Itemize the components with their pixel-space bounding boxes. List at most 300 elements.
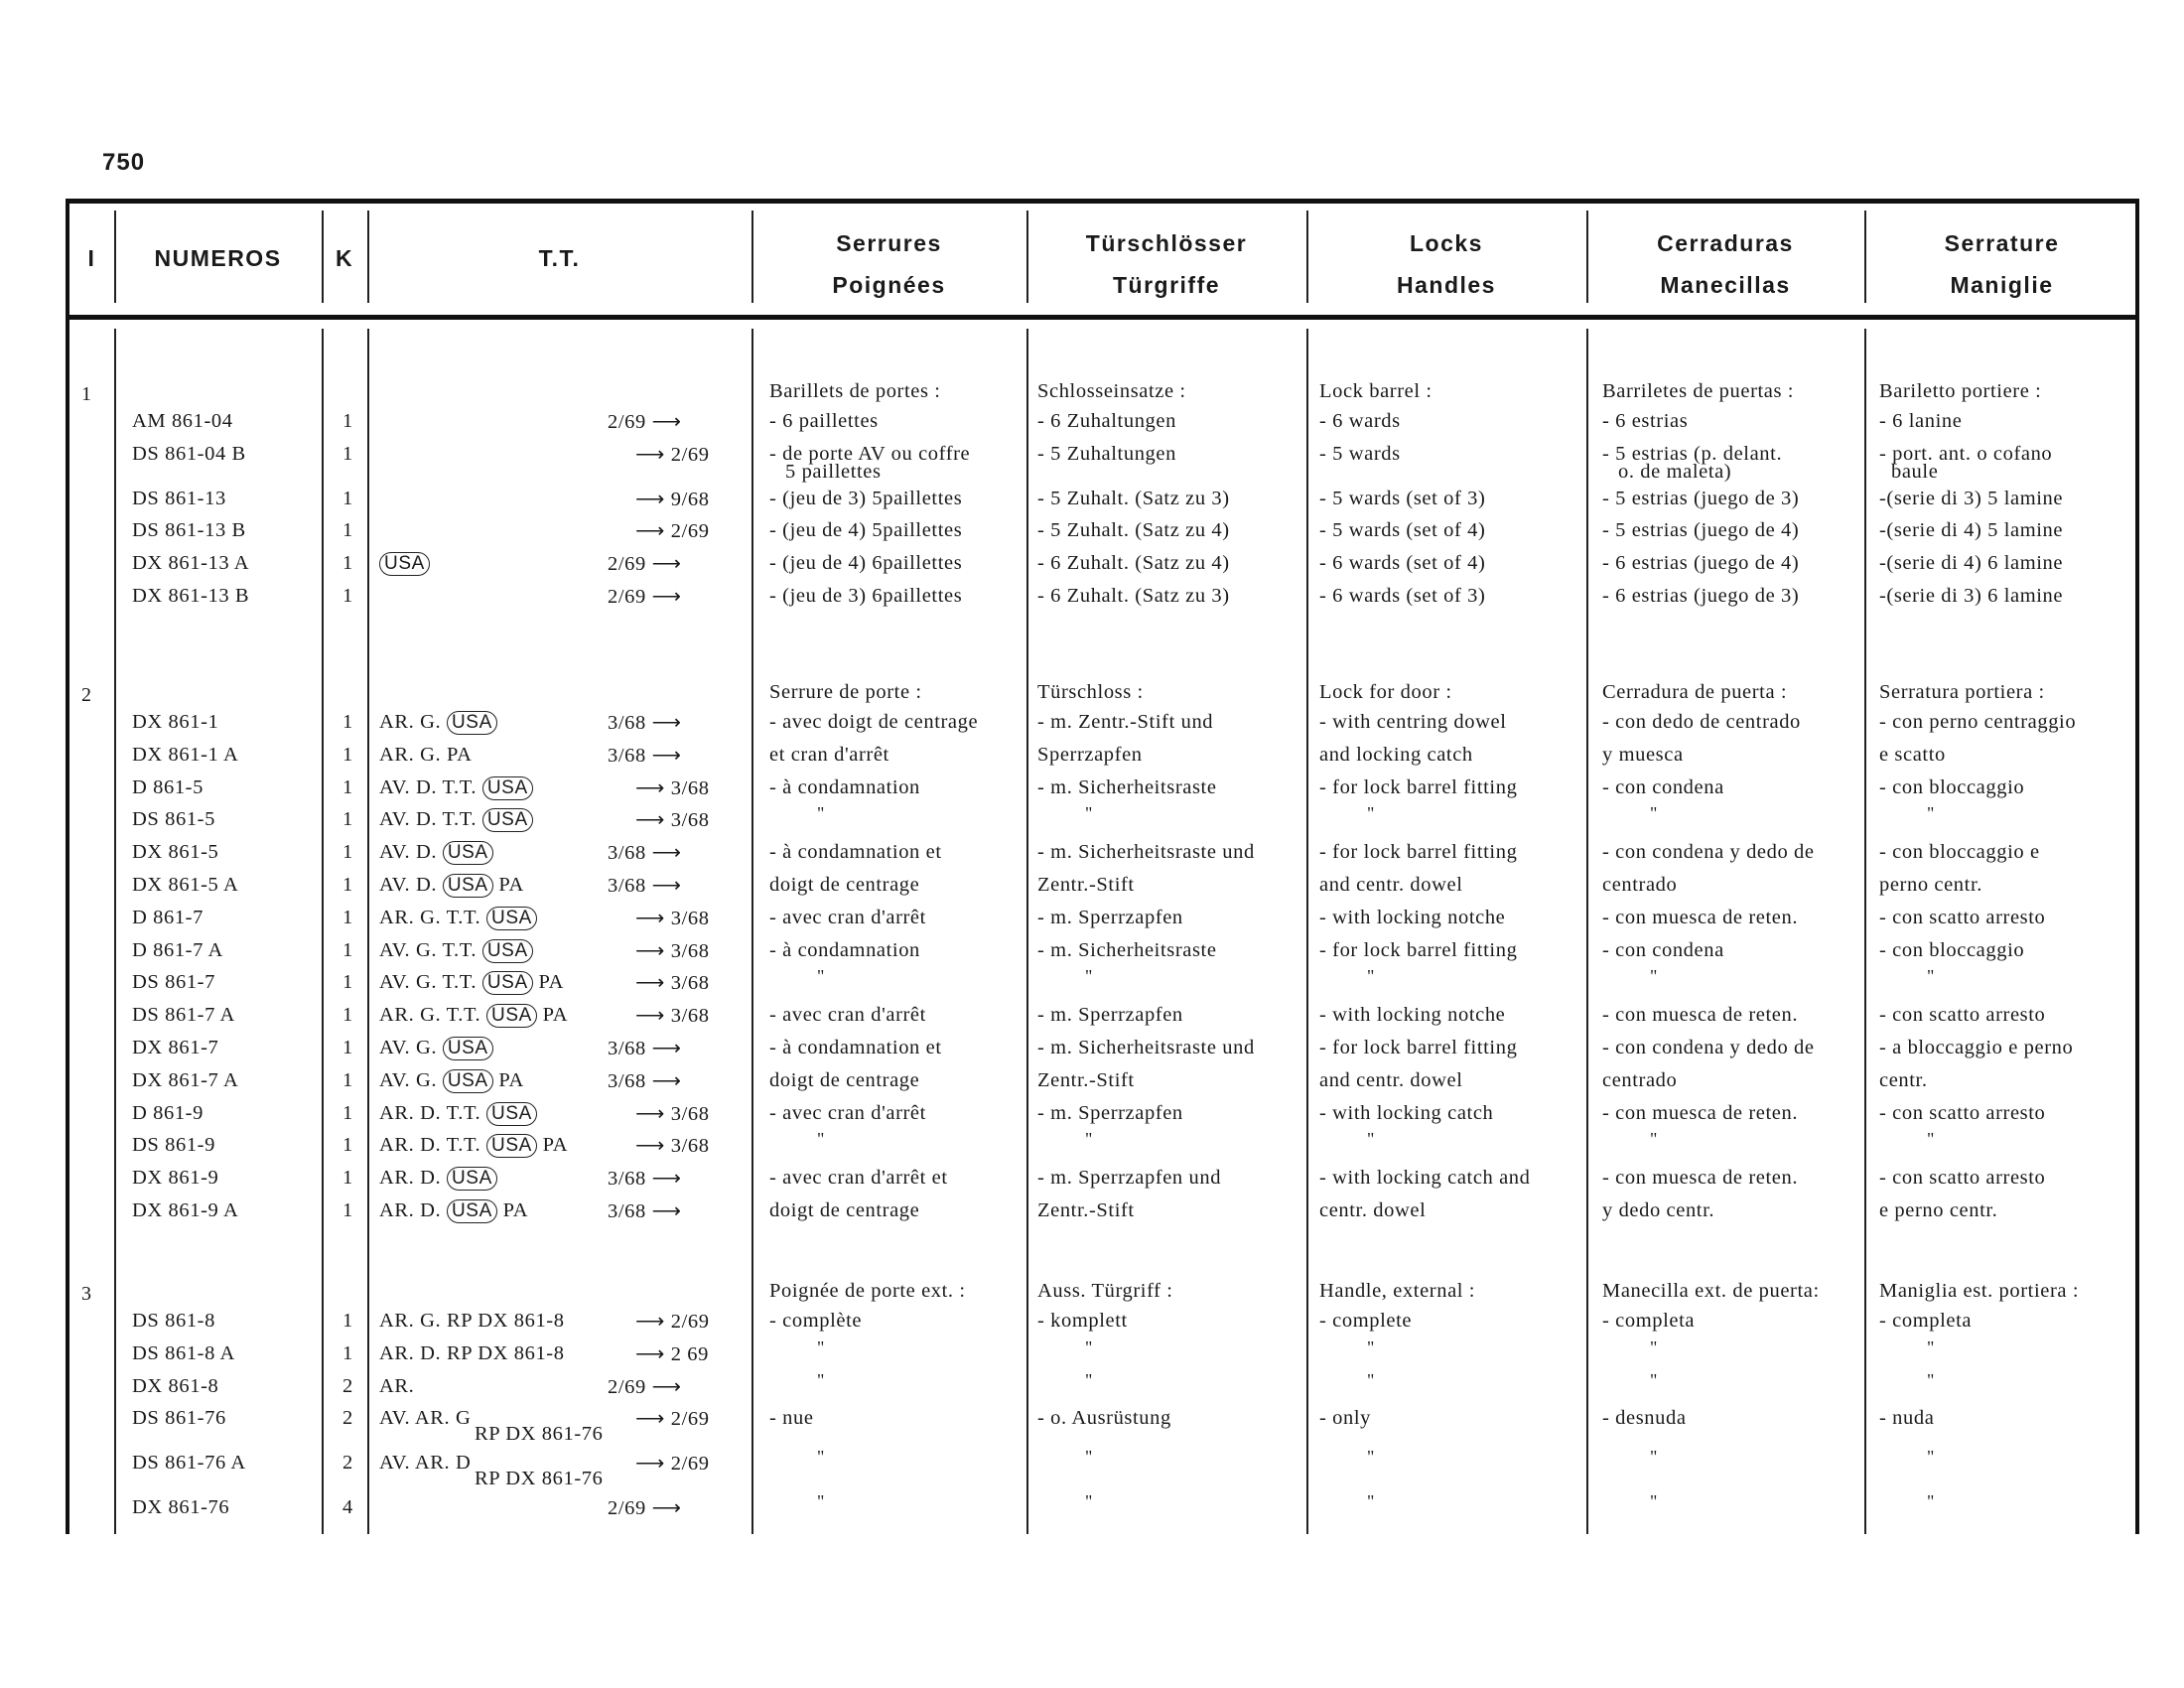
part-number: DS 861-8 [132, 1310, 215, 1332]
description-en: - for lock barrel fitting [1319, 841, 1518, 864]
quantity-k: 1 [342, 1068, 353, 1091]
part-number: DX 861-1 A [132, 743, 239, 766]
tt-position: AV. AR. G [379, 1407, 472, 1430]
ditto-mark: " [817, 1369, 825, 1390]
description-es: - 6 estrias (juego de 4) [1602, 552, 1800, 575]
section-title-en: Handle, external : [1319, 1280, 1476, 1302]
arrow-right-icon: ⟶ [635, 488, 671, 510]
tt-date-value: 2/69 [670, 443, 710, 466]
header-index: I [87, 245, 96, 271]
description-it: -(serie di 3) 5 lamine [1879, 487, 2064, 509]
arrow-right-icon: ⟶ [645, 586, 682, 608]
ditto-mark: " [1927, 966, 1935, 987]
tt-date [608, 710, 682, 735]
tt-position: AR. D. [379, 1199, 447, 1221]
quantity-k: 1 [342, 1199, 353, 1221]
description-en: - with centring dowel [1319, 711, 1507, 733]
description-de: - 6 Zuhalt. (Satz zu 4) [1037, 552, 1230, 575]
ditto-mark: " [817, 1491, 825, 1511]
header-it-line: Maniglie [1950, 272, 2054, 298]
description-en: and centr. dowel [1319, 1068, 1463, 1091]
tt-suffix: PA [532, 971, 564, 994]
quantity-k: 1 [342, 552, 353, 575]
column-divider [1026, 329, 1028, 1534]
ditto-mark: " [1367, 803, 1375, 824]
description-es: - 5 estrias (juego de 3) [1602, 487, 1800, 509]
description-fr: - nue [769, 1407, 814, 1430]
usa-badge: USA [486, 1134, 537, 1158]
section-title-en: Lock for door : [1319, 681, 1452, 703]
quantity-k: 1 [342, 906, 353, 928]
table-right-rule [2135, 199, 2139, 1534]
arrow-right-icon: ⟶ [635, 972, 671, 995]
description-es: - 6 estrias [1602, 410, 1689, 432]
tt-cell [379, 873, 524, 898]
column-divider [1586, 329, 1588, 1534]
tt-reference: RP DX 861-76 [475, 1423, 604, 1446]
tt-cell [379, 1341, 565, 1365]
quantity-k: 1 [342, 711, 353, 733]
quantity-k: 1 [342, 971, 353, 994]
description-es: - 5 estrias (p. delant. [1602, 442, 1783, 465]
tt-position: AV. AR. D [379, 1452, 472, 1475]
arrow-right-icon: ⟶ [645, 1038, 682, 1059]
tt-date [608, 1166, 682, 1191]
section-title-it: Serratura portiera : [1879, 681, 2045, 703]
header-de [1026, 222, 1306, 306]
tt-date-value: 2/69 [608, 1375, 646, 1398]
tt-reference: RP DX 861-76 [475, 1468, 604, 1490]
part-number: DS 861-76 A [132, 1452, 246, 1475]
arrow-right-icon: ⟶ [645, 1069, 682, 1092]
section-number: 3 [81, 1283, 91, 1305]
description-es: - con muesca de reten. [1602, 1004, 1799, 1027]
description-en: - for lock barrel fitting [1319, 775, 1518, 798]
header-en-line: Locks [1410, 230, 1483, 256]
header-k: K [335, 245, 354, 271]
header-fr [751, 222, 1026, 306]
column-divider [1864, 329, 1866, 1534]
tt-cell [379, 906, 537, 930]
quantity-k: 1 [342, 410, 353, 432]
tt-position: AR. D. T.T. [379, 1101, 486, 1124]
description-fr: - (jeu de 4) 5paillettes [769, 519, 963, 542]
part-number: DX 861-1 [132, 711, 219, 733]
ditto-mark: " [1085, 803, 1093, 824]
arrow-right-icon: ⟶ [635, 1311, 671, 1333]
page-number: 750 [102, 149, 146, 176]
usa-badge: USA [482, 808, 533, 832]
tt-suffix: PA [536, 1004, 569, 1027]
description-en: and centr. dowel [1319, 874, 1463, 896]
header-es [1586, 222, 1864, 306]
description-es: - con condena [1602, 938, 1724, 961]
tt-cell [379, 1309, 565, 1333]
description-es: centrado [1602, 874, 1678, 896]
ditto-mark: " [1650, 1447, 1658, 1468]
tt-suffix: PA [492, 1068, 524, 1091]
tt-date-value: 3/68 [608, 1200, 646, 1222]
description-es: - con muesca de reten. [1602, 906, 1799, 928]
tt-date [635, 970, 710, 995]
tt-date-value: 3/68 [608, 1069, 646, 1092]
arrow-right-icon: ⟶ [645, 1168, 682, 1191]
part-number: DS 861-9 [132, 1134, 215, 1157]
tt-cell [379, 1133, 568, 1158]
tt-date-value: 2/69 [670, 1408, 710, 1431]
table-top-rule [66, 199, 2139, 204]
description-fr: - avec cran d'arrêt [769, 906, 926, 928]
usa-badge: USA [482, 939, 533, 963]
arrow-right-icon: ⟶ [645, 411, 682, 433]
column-divider [751, 329, 753, 1534]
description-fr: doigt de centrage [769, 1199, 920, 1221]
description-fr: - avec cran d'arrêt [769, 1004, 926, 1027]
tt-date [635, 1101, 710, 1126]
tt-date [635, 775, 710, 800]
description-it: - completa [1879, 1310, 1973, 1332]
tt-position: AV. D. T.T. [379, 808, 482, 831]
description-en: - 6 wards (set of 3) [1319, 585, 1486, 607]
description-fr: - à condamnation et [769, 841, 942, 864]
tt-date-value: 2/69 [670, 520, 710, 543]
tt-date-value: 3/68 [670, 907, 710, 929]
part-number: DX 861-5 A [132, 874, 239, 896]
part-number: DX 861-76 [132, 1496, 230, 1518]
ditto-mark: " [817, 1129, 825, 1150]
description-de: - 5 Zuhalt. (Satz zu 3) [1037, 487, 1230, 509]
usa-badge: USA [379, 552, 430, 576]
tt-cell [379, 1166, 497, 1191]
tt-date-value: 3/68 [670, 809, 710, 832]
column-divider [1306, 329, 1308, 1534]
ditto-mark: " [1085, 1447, 1093, 1468]
description-it: - nuda [1879, 1407, 1935, 1430]
tt-position: AV. G. [379, 1068, 443, 1091]
column-divider [114, 329, 116, 1534]
header-en-line: Handles [1397, 272, 1496, 298]
ditto-mark: " [1085, 1369, 1093, 1390]
description-es: - con muesca de reten. [1602, 1167, 1799, 1190]
tt-date [635, 1341, 709, 1366]
usa-badge: USA [447, 1199, 497, 1223]
tt-cell [379, 840, 493, 865]
tt-position: AR. G. T.T. [379, 1004, 486, 1027]
part-number: DX 861-7 A [132, 1068, 239, 1091]
tt-date [608, 409, 682, 434]
tt-date-value: 2/69 [670, 1311, 710, 1333]
description-es: y dedo centr. [1602, 1199, 1715, 1221]
ditto-mark: " [1650, 1369, 1658, 1390]
tt-date [635, 442, 710, 467]
description-fr: - (jeu de 4) 6paillettes [769, 552, 963, 575]
part-number: D 861-7 [132, 906, 204, 928]
tt-suffix: PA [446, 743, 473, 766]
tt-position: AR. G. [379, 743, 447, 766]
description-it: - con scatto arresto [1879, 1004, 2046, 1027]
tt-cell [379, 1036, 493, 1060]
usa-badge: USA [447, 1167, 497, 1191]
tt-date-value: 2/69 [608, 1497, 646, 1519]
part-number: DS 861-13 [132, 487, 226, 509]
tt-date [608, 551, 682, 576]
quantity-k: 1 [342, 1341, 353, 1364]
description-it: - con bloccaggio [1879, 938, 2025, 961]
usa-badge: USA [486, 907, 537, 930]
description-it: -(serie di 4) 6 lamine [1879, 552, 2064, 575]
description-it-cont: baule [1891, 460, 1939, 483]
description-de: - 6 Zuhaltungen [1037, 410, 1176, 432]
quantity-k: 1 [342, 1310, 353, 1332]
tt-date [635, 518, 710, 543]
part-number: DS 861-04 B [132, 442, 246, 465]
tt-date-value: 2/69 [608, 553, 646, 576]
part-number: DS 861-13 B [132, 519, 246, 542]
usa-badge: USA [447, 711, 497, 735]
tt-cell [379, 1451, 471, 1475]
quantity-k: 1 [342, 1167, 353, 1190]
tt-cell [379, 1374, 414, 1398]
arrow-right-icon: ⟶ [645, 744, 682, 767]
ditto-mark: " [1367, 1129, 1375, 1150]
tt-cell [379, 807, 533, 832]
header-en [1306, 222, 1586, 306]
description-de: Zentr.-Stift [1037, 1068, 1135, 1091]
ditto-mark: " [1085, 966, 1093, 987]
quantity-k: 2 [342, 1407, 353, 1430]
description-fr: - avec cran d'arrêt et [769, 1167, 948, 1190]
quantity-k: 1 [342, 841, 353, 864]
header-fr-line: Serrures [836, 230, 942, 256]
arrow-right-icon: ⟶ [635, 809, 671, 832]
quantity-k: 1 [342, 874, 353, 896]
description-it: -(serie di 4) 5 lamine [1879, 519, 2064, 542]
tt-cell [379, 775, 533, 800]
description-it: - port. ant. o cofano [1879, 442, 2053, 465]
part-number: AM 861-04 [132, 410, 233, 432]
ditto-mark: " [1650, 966, 1658, 987]
description-de: - m. Sicherheitsraste [1037, 938, 1217, 961]
quantity-k: 1 [342, 442, 353, 465]
tt-date-value: 2 69 [670, 1342, 709, 1365]
arrow-right-icon: ⟶ [645, 553, 682, 576]
arrow-right-icon: ⟶ [645, 1200, 682, 1222]
part-number: DS 861-7 A [132, 1004, 235, 1027]
arrow-right-icon: ⟶ [635, 443, 671, 466]
description-en: - with locking notche [1319, 906, 1506, 928]
part-number: DS 861-76 [132, 1407, 226, 1430]
description-es: - con muesca de reten. [1602, 1101, 1799, 1124]
tt-date-value: 3/68 [670, 1135, 710, 1158]
section-title-de: Schlosseinsatze : [1037, 380, 1186, 402]
description-de: - m. Sperrzapfen [1037, 1004, 1183, 1027]
description-de: - o. Ausrüstung [1037, 1407, 1171, 1430]
description-fr: - complète [769, 1310, 863, 1332]
header-tt: T.T. [538, 245, 581, 271]
tt-date-value: 9/68 [670, 488, 710, 510]
tt-position: AR. D. [379, 1167, 447, 1190]
part-number: DX 861-13 A [132, 552, 250, 575]
header-it-line: Serrature [1944, 230, 2060, 256]
description-en: - 6 wards (set of 4) [1319, 552, 1486, 575]
tt-date-value: 3/68 [608, 1168, 646, 1191]
description-it: - con scatto arresto [1879, 906, 2046, 928]
tt-cell [379, 1101, 537, 1126]
header-es-line: Cerraduras [1657, 230, 1794, 256]
tt-date [608, 873, 682, 898]
description-de: - m. Sicherheitsraste und [1037, 1037, 1255, 1058]
part-number: DS 861-8 A [132, 1341, 235, 1364]
tt-date [635, 1309, 710, 1334]
header-de-line: Türschlösser [1085, 230, 1248, 256]
arrow-right-icon: ⟶ [635, 776, 671, 799]
ditto-mark: " [1367, 1336, 1375, 1357]
quantity-k: 1 [342, 808, 353, 831]
tt-date-value: 3/68 [608, 744, 646, 767]
quantity-k: 1 [342, 1101, 353, 1124]
arrow-right-icon: ⟶ [645, 842, 682, 865]
ditto-mark: " [1650, 1491, 1658, 1511]
arrow-right-icon: ⟶ [635, 1005, 671, 1028]
description-fr: - à condamnation [769, 938, 920, 961]
tt-date [635, 1133, 710, 1158]
ditto-mark: " [1927, 1491, 1935, 1511]
description-de: - m. Sperrzapfen [1037, 906, 1183, 928]
tt-suffix: PA [536, 1134, 569, 1157]
ditto-mark: " [817, 1447, 825, 1468]
ditto-mark: " [1085, 1129, 1093, 1150]
usa-badge: USA [486, 1004, 537, 1028]
tt-position: AV. D. T.T. [379, 775, 482, 798]
ditto-mark: " [1927, 1369, 1935, 1390]
part-number: D 861-7 A [132, 938, 223, 961]
section-title-es: Barriletes de puertas : [1602, 380, 1795, 402]
section-title-en: Lock barrel : [1319, 380, 1433, 402]
ditto-mark: " [1927, 1336, 1935, 1357]
tt-date-value: 3/68 [670, 776, 710, 799]
tt-date-value: 2/69 [670, 1453, 710, 1476]
quantity-k: 1 [342, 1004, 353, 1027]
description-it: centr. [1879, 1068, 1928, 1091]
section-title-es: Manecilla ext. de puerta: [1602, 1280, 1820, 1302]
section-title-it: Bariletto portiere : [1879, 380, 2042, 402]
quantity-k: 1 [342, 1037, 353, 1058]
part-number: DX 861-9 [132, 1167, 219, 1190]
ditto-mark: " [1650, 1336, 1658, 1357]
quantity-k: 4 [342, 1496, 353, 1518]
usa-badge: USA [482, 971, 533, 995]
part-number: DX 861-5 [132, 841, 219, 864]
description-es: - con condena y dedo de [1602, 1037, 1815, 1058]
tt-date-value: 3/68 [670, 1102, 710, 1125]
description-en: and locking catch [1319, 743, 1473, 766]
description-fr: - (jeu de 3) 5paillettes [769, 487, 963, 509]
ditto-mark: " [1650, 1129, 1658, 1150]
usa-badge: USA [482, 776, 533, 800]
ditto-mark: " [1927, 1447, 1935, 1468]
tt-position: AR. D. T.T. [379, 1134, 486, 1157]
arrow-right-icon: ⟶ [635, 939, 671, 962]
description-en: - 5 wards (set of 3) [1319, 487, 1486, 509]
section-title-es: Cerradura de puerta : [1602, 681, 1788, 703]
section-title-fr: Barillets de portes : [769, 380, 941, 402]
quantity-k: 1 [342, 1134, 353, 1157]
usa-badge: USA [443, 1069, 493, 1093]
tt-date [635, 1406, 710, 1431]
ditto-mark: " [1367, 966, 1375, 987]
tt-position: AV. G. T.T. [379, 938, 482, 961]
quantity-k: 1 [342, 938, 353, 961]
description-en: - complete [1319, 1310, 1413, 1332]
tt-date-value: 3/68 [670, 972, 710, 995]
section-number: 2 [81, 684, 91, 706]
tt-date-value: 3/68 [608, 712, 646, 734]
tt-position: AV. G. [379, 1037, 443, 1058]
part-number: D 861-9 [132, 1101, 204, 1124]
tt-cell [379, 710, 497, 735]
description-de: - 5 Zuhaltungen [1037, 442, 1176, 465]
quantity-k: 2 [342, 1452, 353, 1475]
tt-date [608, 1036, 682, 1060]
part-number: DS 861-7 [132, 971, 215, 994]
arrow-right-icon: ⟶ [635, 520, 671, 543]
description-en: - for lock barrel fitting [1319, 1037, 1518, 1058]
arrow-right-icon: ⟶ [635, 1453, 671, 1476]
tt-position: AR. G. RP DX 861-8 [379, 1310, 565, 1332]
tt-cell [379, 1406, 471, 1430]
quantity-k: 1 [342, 519, 353, 542]
description-fr: doigt de centrage [769, 874, 920, 896]
tt-date [635, 487, 710, 511]
usa-badge: USA [486, 1102, 537, 1126]
tt-date [608, 1068, 682, 1093]
description-en: - 6 wards [1319, 410, 1401, 432]
description-es: - 5 estrias (juego de 4) [1602, 519, 1800, 542]
header-es-line: Manecillas [1660, 272, 1791, 298]
header-it [1864, 222, 2139, 306]
usa-badge: USA [443, 874, 493, 898]
header-bottom-rule [66, 315, 2139, 320]
description-de: Zentr.-Stift [1037, 874, 1135, 896]
description-it: - a bloccaggio e perno [1879, 1037, 2074, 1058]
header-numeros: NUMEROS [154, 245, 282, 271]
tt-date [608, 584, 682, 609]
description-de: - m. Zentr.-Stift und [1037, 711, 1214, 733]
description-fr: - à condamnation [769, 775, 920, 798]
ditto-mark: " [1650, 803, 1658, 824]
description-de: - 6 Zuhalt. (Satz zu 3) [1037, 585, 1230, 607]
tt-cell [379, 743, 473, 767]
description-en: - with locking catch [1319, 1101, 1494, 1124]
tt-date-value: 2/69 [608, 586, 646, 608]
arrow-right-icon: ⟶ [635, 1342, 671, 1365]
tt-position: AV. G. T.T. [379, 971, 482, 994]
usa-badge: USA [443, 1037, 493, 1060]
description-it: - con perno centraggio [1879, 711, 2077, 733]
quantity-k: 1 [342, 775, 353, 798]
arrow-right-icon: ⟶ [635, 1135, 671, 1158]
tt-date-value: 3/68 [608, 842, 646, 865]
description-fr: doigt de centrage [769, 1068, 920, 1091]
description-es: - con condena y dedo de [1602, 841, 1815, 864]
description-de: Zentr.-Stift [1037, 1199, 1135, 1221]
ditto-mark: " [1085, 1491, 1093, 1511]
description-es: - completa [1602, 1310, 1696, 1332]
description-es: - con dedo de centrado [1602, 711, 1801, 733]
tt-position: AV. D. [379, 874, 443, 896]
description-it: - con bloccaggio [1879, 775, 2025, 798]
tt-cell [379, 551, 430, 576]
